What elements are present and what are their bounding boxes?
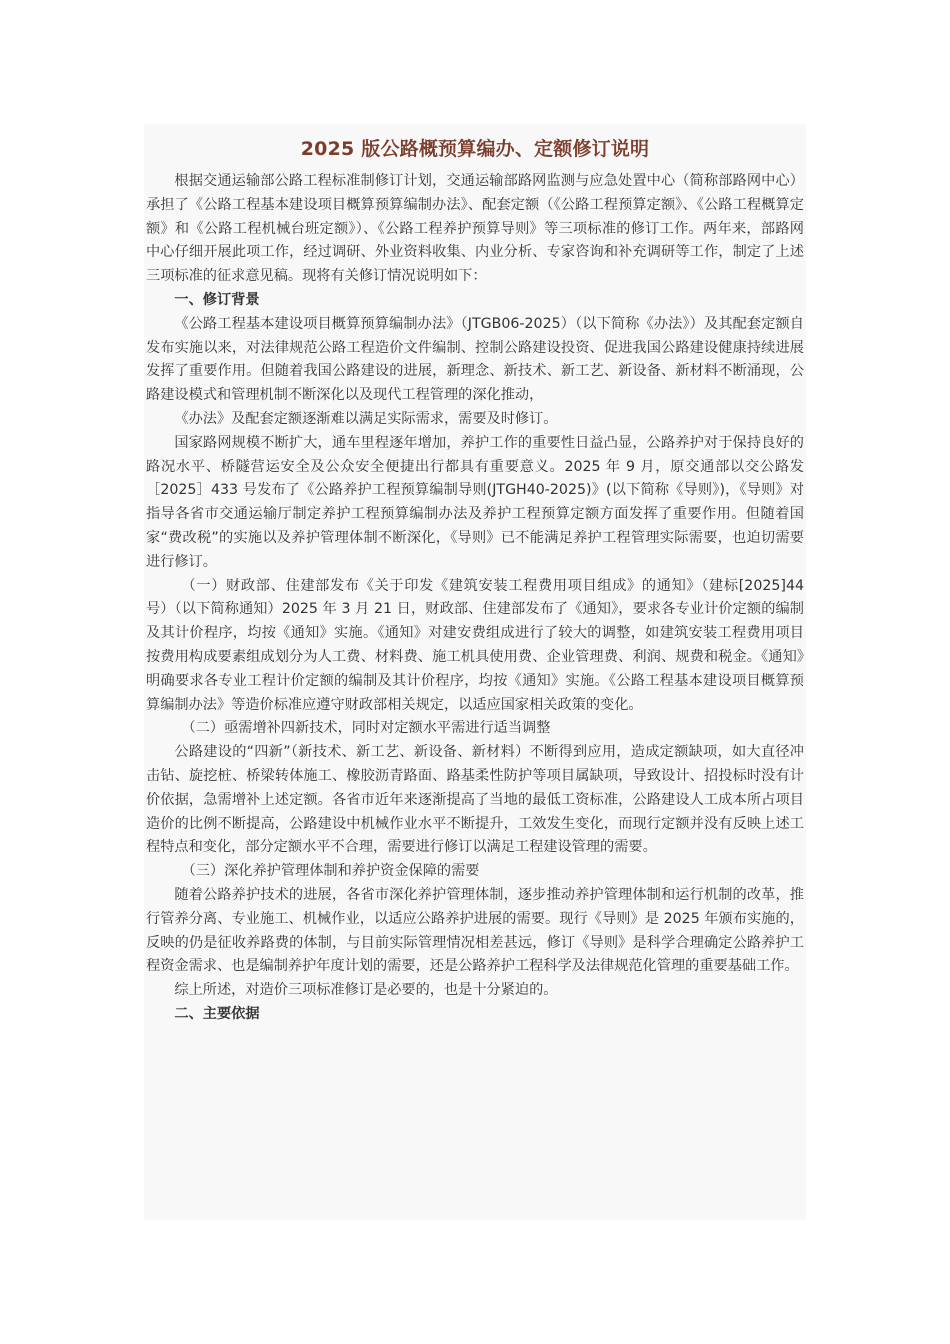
subsection-3-paragraph: 随着公路养护技术的进展，各省市深化养护管理体制，逐步推动养护管理体制和运行机制的改革，推行管养分离、专业施工、机械作业，以适应公路养护进展的需要。现行《导则》是 2025 年颁布实施的，反映的仍是征收养路费的体制，与目前实际管理情况相差甚远，修订《导则》是科学合理确定公路养护工程资金需求、也是编制养护年度计划的需要，还是公路养护工程科学及法律规范化管理的重要基础工作。 xyxy=(146,886,804,975)
section-heading-basis: 二、主要依据 xyxy=(174,1005,260,1022)
subsection-1-paragraph: （一）财政部、住建部发布《关于印发《建筑安装工程费用项目组成》的通知》（建标[2025]44 号）（以下简称通知）2025 年 3 月 21 日，财政部、住建部发布了《通知》，要求各专业计价定额的编制及其计价程序，均按《通知》实施。《通知》对建安费组成进行了较大的调整，如建筑安装工程费用项目按费用构成要素组成划分为人工费、材料费、施工机具使用费、企业管理费、利润、规费和税金。《通知》明确要求各专业工程计价定额的编制及其计价程序，均按《通知》实施。《公路工程基本建设项目概算预算编制办法》等造价标准应遵守财政部相关规定，以适应国家相关政策的变化。 xyxy=(146,577,804,713)
intro-paragraph: 根据交通运输部公路工程标准制修订计划，交通运输部路网监测与应急处置中心（简称部路网中心）承担了《公路工程基本建设项目概算预算编制办法》、配套定额（《公路工程预算定额》、《公路工程概算定额》和《公路工程机械台班定额》）、《公路工程养护预算导则》等三项标准的修订工作。两年来，部路网中心仔细开展此项工作，经过调研、外业资料收集、内业分析、专家咨询和补充调研等工作，制定了上述三项标准的征求意见稿。现将有关修订情况说明如下： xyxy=(146,173,804,285)
subsection-2-paragraph: 公路建设的“四新”（新技术、新工艺、新设备、新材料）不断得到应用，造成定额缺项，如大直径冲击钻、旋挖桩、桥梁转体施工、橡胶沥青路面、路基柔性防护等项目属缺项，导致设计、招投标时没有计价依据，急需增补上述定额。各省市近年来逐渐提高了当地的最低工资标准，公路建设人工成本所占项目造价的比例不断提高，公路建设中机械作业水平不断提升，工效发生变化，而现行定额并没有反映上述工程特点和变化，部分定额水平不合理，需要进行修订以满足工程建设管理的需要。 xyxy=(146,744,804,856)
background-paragraph-3: 国家路网规模不断扩大，通车里程逐年增加，养护工作的重要性日益凸显，公路养护对于保持良好的路况水平、桥隧营运安全及公众安全便捷出行都具有重要意义。2025 年 9 月，原交通部以交公路发［2025］433 号发布了《公路养护工程预算编制导则(JTGH40-2025)》(以下简称《导则》)，《导则》对指导各省市交通运输厅制定养护工程预算编制办法及养护工程预算定额方面发挥了重要作用。但随着国家“费改税”的实施以及养护管理体制不断深化，《导则》已不能满足养护工程管理实际需要，也迫切需要进行修订。 xyxy=(146,434,804,570)
subsection-3-heading: （三）深化养护管理体制和养护资金保障的需要 xyxy=(181,863,480,880)
background-paragraph-1: 《公路工程基本建设项目概算预算编制办法》（JTGB06-2025）（以下简称《办法》）及其配套定额自发布实施以来，对法律规范公路工程造价文件编制、控制公路建设投资、促进我国公路建设健康持续进展发挥了重要作用。但随着我国公路建设的进展，新理念、新技术、新工艺、新设备、新材料不断涌现，公路建设模式和管理机制不断深化以及现代工程管理的深化推动， xyxy=(146,315,804,404)
document-title: 2025 版公路概预算编办、定额修订说明 xyxy=(300,138,650,160)
section-heading-background: 一、修订背景 xyxy=(174,291,260,308)
summary-paragraph: 综上所述，对造价三项标准修订是必要的，也是十分紧迫的。 xyxy=(174,982,558,999)
background-paragraph-2: 《办法》及配套定额逐渐难以满足实际需求，需要及时修订。 xyxy=(174,410,558,427)
subsection-2-heading: （二）亟需增补四新技术，同时对定额水平需进行适当调整 xyxy=(181,720,551,737)
document-page xyxy=(144,124,806,1220)
